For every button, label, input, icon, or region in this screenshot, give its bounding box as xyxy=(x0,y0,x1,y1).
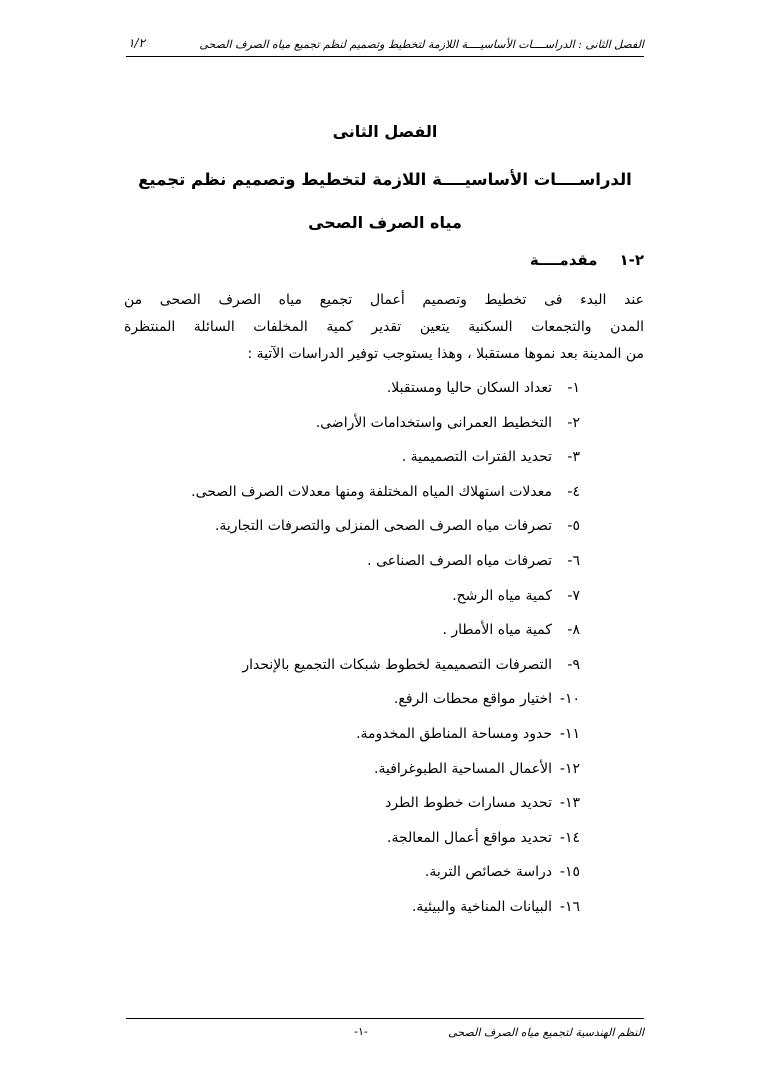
list-item-number: ١٢- xyxy=(559,760,580,777)
footer-title: النظم الهندسية لتجميع مياه الصرف الصحى xyxy=(448,1026,644,1039)
list-item-number: ٩- xyxy=(567,656,580,673)
list-item-number: ٨- xyxy=(567,622,580,639)
list-item-text: اختيار مواقع محطات الرفع. xyxy=(393,691,552,708)
list-item xyxy=(191,380,580,415)
list-item-number: ١٦- xyxy=(559,898,580,915)
header-page-number: ١/٢ xyxy=(128,36,145,50)
list-item xyxy=(191,449,580,484)
studies-list xyxy=(191,380,580,934)
list-item xyxy=(191,864,580,899)
list-item xyxy=(191,691,580,726)
chapter-subtitle-line-1: الدراســــات الأساسيــــة اللازمة لتخطيط وتصميم نظم تجميع xyxy=(138,170,632,189)
list-item-number: ١٥- xyxy=(559,864,580,881)
intro-line-3: من المدينة بعد نموها مستقبلا ، وهذا يستوجب توفير الدراسات الآتية : xyxy=(247,346,644,362)
list-item xyxy=(191,726,580,761)
list-item-text: البيانات المناخية والبيئية. xyxy=(411,898,552,915)
list-item-number: ١- xyxy=(567,380,580,396)
list-item xyxy=(191,588,580,623)
list-item-number: ١٤- xyxy=(559,829,580,846)
list-item-text: تصرفات مياه الصرف الصناعى . xyxy=(367,552,552,569)
section-number: ٢-١ xyxy=(619,251,644,269)
intro-line-2: المدن والتجمعات السكنية يتعين تقدير كمية المخلفات السائلة المنتظرة xyxy=(124,319,644,335)
chapter-title: الفصل الثانى xyxy=(332,122,438,141)
list-item xyxy=(191,657,580,692)
list-item xyxy=(191,795,580,830)
list-item xyxy=(191,484,580,519)
section-heading xyxy=(530,251,644,269)
page-footer xyxy=(126,1018,644,1039)
list-item-number: ٣- xyxy=(567,449,580,466)
list-item xyxy=(191,553,580,588)
list-item-number: ١٠- xyxy=(559,691,580,708)
list-item-number: ٥- xyxy=(567,518,580,535)
list-item-text: تحديد مسارات خطوط الطرد xyxy=(385,795,552,812)
header-title: الفصل الثانى : الدراســــات الأساسيــــة اللازمة لتخطيط وتصميم لنظم تجميع مياه الصرف الصحى xyxy=(199,38,644,51)
list-item-number: ١١- xyxy=(559,725,580,742)
list-item xyxy=(191,830,580,865)
intro-line-1: عند البدء فى تخطيط وتصميم أعمال تجميع مياه الصرف الصحى من xyxy=(124,292,644,308)
list-item-text: تحديد الفترات التصميمية . xyxy=(401,449,552,466)
list-item-text: دراسة خصائص التربة. xyxy=(424,864,552,881)
page-header xyxy=(126,34,644,57)
list-item xyxy=(191,518,580,553)
list-item-number: ١٣- xyxy=(559,795,580,812)
list-item xyxy=(191,761,580,796)
list-item-text: تصرفات مياه الصرف الصحى المنزلى والتصرفات التجارية. xyxy=(214,518,552,535)
list-item-text: معدلات استهلاك المياه المختلفة ومنها معدلات الصرف الصحى. xyxy=(191,483,552,500)
list-item-text: كمية مياه الرشح. xyxy=(452,587,552,604)
list-item-number: ٧- xyxy=(567,587,580,604)
list-item xyxy=(191,622,580,657)
list-item-number: ٦- xyxy=(567,552,580,569)
list-item-text: تحديد مواقع أعمال المعالجة. xyxy=(387,829,552,846)
list-item-text: حدود ومساحة المناطق المخدومة. xyxy=(356,725,552,742)
list-item-text: تعداد السكان حاليا ومستقبلا. xyxy=(386,380,552,396)
list-item-text: كمية مياه الأمطار . xyxy=(442,622,552,639)
intro-paragraph xyxy=(124,287,644,368)
list-item-text: الأعمال المساحية الطبوغرافية. xyxy=(374,760,552,777)
footer-page-number: -١- xyxy=(354,1025,368,1038)
list-item xyxy=(191,415,580,450)
list-item-text: التصرفات التصميمية لخطوط شبكات التجميع بالإنحدار xyxy=(242,656,552,673)
list-item-text: التخطيط العمرانى واستخدامات الأراضى. xyxy=(315,414,552,431)
section-title: مقدمــــة xyxy=(529,251,598,269)
list-item xyxy=(191,899,580,934)
list-item-number: ٢- xyxy=(567,414,580,431)
chapter-subtitle-line-2: مياه الصرف الصحى xyxy=(308,213,462,232)
list-item-number: ٤- xyxy=(567,483,580,500)
